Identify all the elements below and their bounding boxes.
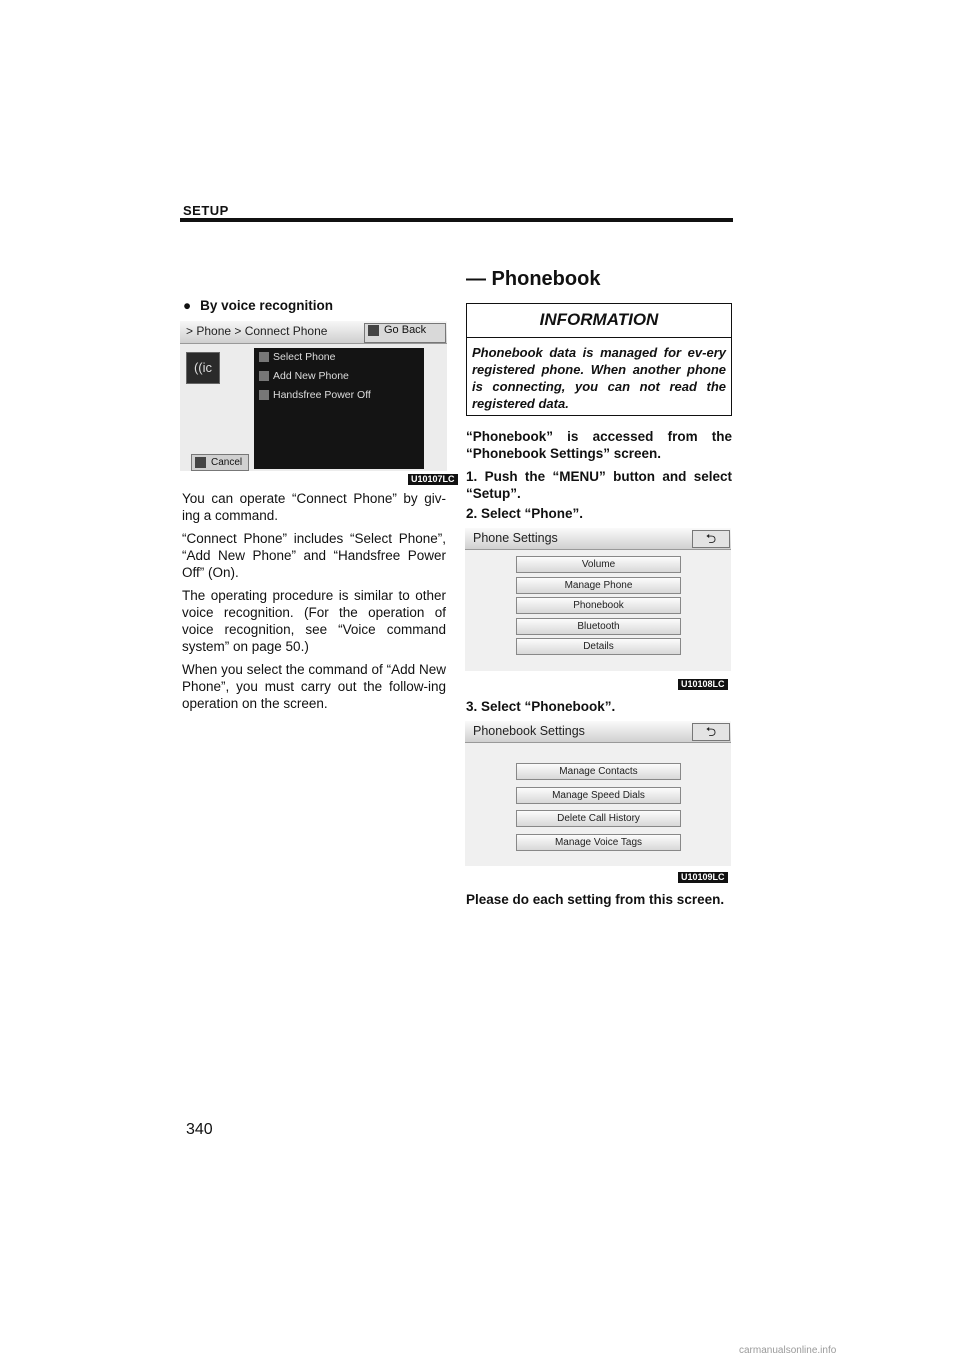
go-back-label: Go Back <box>384 324 427 336</box>
closing-text: Please do each setting from this screen. <box>466 892 725 907</box>
back-button <box>692 530 730 548</box>
step-1: 1. Push the “MENU” button and select “Setup”. <box>466 469 732 501</box>
go-back-button <box>364 323 446 343</box>
figure-code: U10107LC <box>408 474 458 485</box>
manage-speed-dials-button: Manage Speed Dials <box>516 787 681 804</box>
command-icon <box>259 352 269 362</box>
bluetooth-button: Bluetooth <box>516 618 681 635</box>
list-item <box>254 367 424 386</box>
phonebook-settings-screenshot <box>465 721 731 866</box>
paragraph: You can operate “Connect Phone” by giv-ing a command. <box>182 491 446 523</box>
list-item-label: Handsfree Power Off <box>273 389 371 401</box>
information-title: INFORMATION <box>539 310 659 329</box>
volume-button: Volume <box>516 556 681 573</box>
list-item-label: Add New Phone <box>273 370 349 382</box>
details-button: Details <box>516 638 681 655</box>
information-divider <box>467 337 731 338</box>
cancel-icon <box>195 457 206 468</box>
screen-title-bar <box>465 721 731 743</box>
back-arrow-icon: ⮌ <box>705 531 717 546</box>
section-title: — Phonebook <box>466 268 601 290</box>
step-3: 3. Select “Phonebook”. <box>466 699 616 714</box>
go-back-icon <box>368 325 379 336</box>
screen-title-bar <box>180 321 447 344</box>
cancel-label: Cancel <box>211 457 243 468</box>
header-rule <box>180 218 733 222</box>
page-number: 340 <box>186 1121 213 1138</box>
bullet-heading <box>183 298 333 313</box>
phone-settings-screenshot <box>465 528 731 671</box>
screen-title: Phonebook Settings <box>473 724 585 738</box>
voice-recognition-icon: ((ic <box>186 352 220 384</box>
delete-call-history-button: Delete Call History <box>516 810 681 827</box>
manage-contacts-button: Manage Contacts <box>516 763 681 780</box>
bullet-text: By voice recognition <box>200 298 333 313</box>
connect-phone-screenshot <box>180 321 447 471</box>
figure-code: U10109LC <box>678 872 728 883</box>
cancel-button <box>191 454 249 471</box>
phonebook-button: Phonebook <box>516 597 681 614</box>
intro-text: “Phonebook” is accessed from the “Phonebook Settings” screen. <box>466 429 732 461</box>
figure-code: U10108LC <box>678 679 728 690</box>
screen-title: Phone Settings <box>473 531 558 545</box>
information-text: Phonebook data is managed for ev-ery registered phone. When another phone is connecting, you can not read the registered data. <box>472 345 726 411</box>
manage-voice-tags-button: Manage Voice Tags <box>516 834 681 851</box>
bullet-icon: ● <box>183 298 192 313</box>
manage-phone-button: Manage Phone <box>516 577 681 594</box>
running-header: SETUP <box>183 203 229 218</box>
command-icon <box>259 390 269 400</box>
command-icon <box>259 371 269 381</box>
information-box <box>466 303 732 416</box>
paragraph: When you select the command of “Add New Phone”, you must carry out the follow-ing operation on the screen. <box>182 662 446 711</box>
paragraph: The operating procedure is similar to other voice recognition. (For the operation of voice recognition, see “Voice command system” on page 50.) <box>182 588 446 654</box>
back-arrow-icon: ⮌ <box>705 724 717 739</box>
screen-title-bar <box>465 528 731 550</box>
breadcrumb: > Phone > Connect Phone <box>186 324 328 338</box>
list-item <box>254 348 424 367</box>
list-item <box>254 386 424 405</box>
command-list <box>254 348 424 469</box>
list-item-label: Select Phone <box>273 351 336 363</box>
step-2: 2. Select “Phone”. <box>466 506 584 521</box>
back-button <box>692 723 730 741</box>
paragraph: “Connect Phone” includes “Select Phone”, “Add New Phone” and “Handsfree Power Off” (On). <box>182 531 446 580</box>
watermark: carmanualsonline.info <box>739 1345 837 1356</box>
